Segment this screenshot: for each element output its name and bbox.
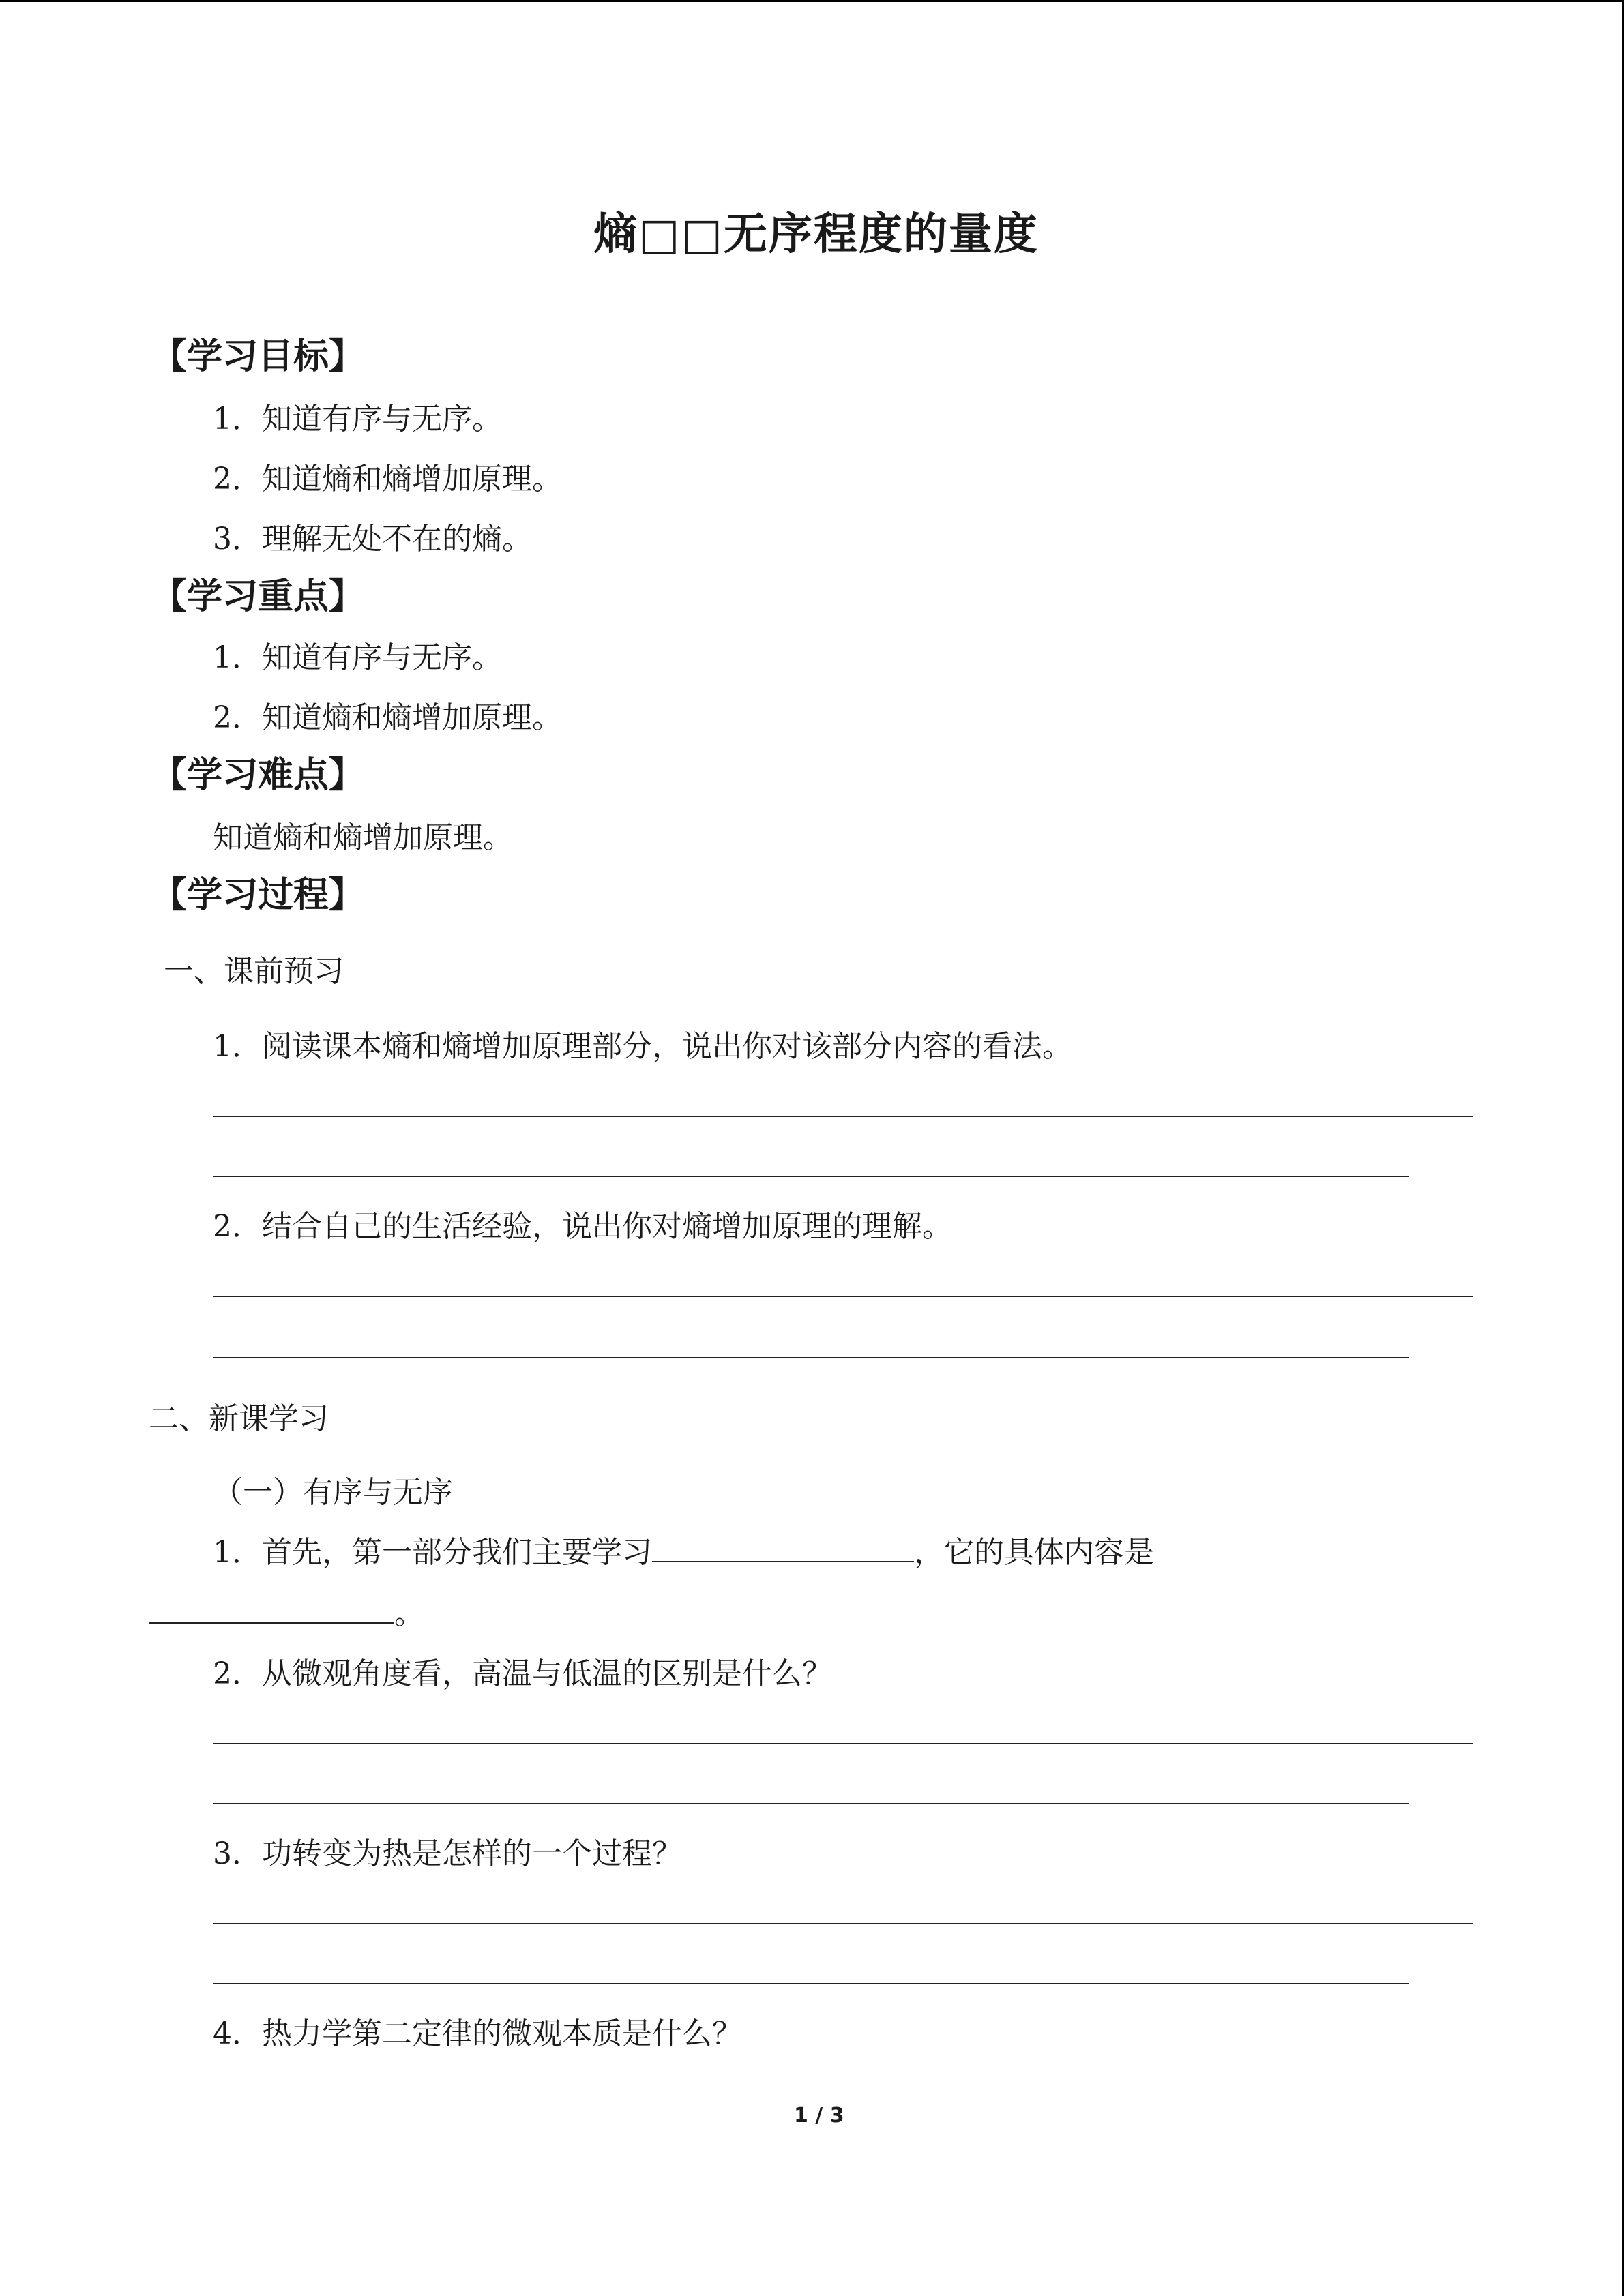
key-points-heading: 【学习重点】 — [151, 576, 365, 617]
key-point-item-2: 2．知道熵和熵增加原理。 — [213, 700, 562, 735]
new-lesson-question-4: 4．热力学第二定律的微观本质是什么？ — [213, 2016, 742, 2051]
document-title: 熵□□无序程度的量度 — [593, 209, 1039, 260]
new-lesson-question-1-continued — [149, 1589, 424, 1632]
new-lesson-question-3: 3．功转变为热是怎样的一个过程？ — [213, 1836, 682, 1871]
difficulties-text: 知道熵和熵增加原理。 — [213, 820, 513, 855]
objective-item-3: 3．理解无处不在的熵。 — [213, 522, 532, 556]
fill-blank[interactable] — [652, 1531, 914, 1562]
answer-line[interactable] — [213, 1176, 1409, 1177]
subsection-title: （一）有序与无序 — [213, 1475, 453, 1510]
question-1-text-end: 。 — [394, 1596, 424, 1631]
difficulties-heading: 【学习难点】 — [151, 754, 365, 796]
answer-line[interactable] — [213, 1803, 1409, 1804]
answer-line[interactable] — [213, 1357, 1409, 1358]
fill-blank[interactable] — [149, 1592, 394, 1624]
key-point-item-1: 1．知道有序与无序。 — [213, 640, 502, 675]
objective-item-1: 1．知道有序与无序。 — [213, 402, 502, 436]
new-lesson-section-title: 二、新课学习 — [149, 1401, 329, 1436]
page-border-top — [0, 0, 1624, 2]
answer-line[interactable] — [213, 1983, 1409, 1984]
new-lesson-question-1 — [213, 1527, 1154, 1571]
question-1-text-middle: ，它的具体内容是 — [914, 1535, 1154, 1570]
preview-section-title: 一、课前预习 — [164, 954, 344, 989]
question-1-text-start: 1．首先，第一部分我们主要学习 — [213, 1535, 652, 1570]
new-lesson-question-2: 2．从微观角度看，高温与低温的区别是什么？ — [213, 1656, 832, 1691]
answer-line[interactable] — [213, 1743, 1473, 1744]
objective-item-2: 2．知道熵和熵增加原理。 — [213, 462, 562, 496]
answer-line[interactable] — [213, 1296, 1473, 1297]
page-number: 1 / 3 — [794, 2104, 844, 2128]
answer-line[interactable] — [213, 1923, 1473, 1924]
preview-question-2: 2．结合自己的生活经验，说出你对熵增加原理的理解。 — [213, 1209, 952, 1244]
answer-line[interactable] — [213, 1116, 1473, 1117]
process-heading: 【学习过程】 — [151, 874, 365, 916]
objectives-heading: 【学习目标】 — [151, 336, 365, 377]
preview-question-1: 1．阅读课本熵和熵增加原理部分，说出你对该部分内容的看法。 — [213, 1029, 1072, 1064]
